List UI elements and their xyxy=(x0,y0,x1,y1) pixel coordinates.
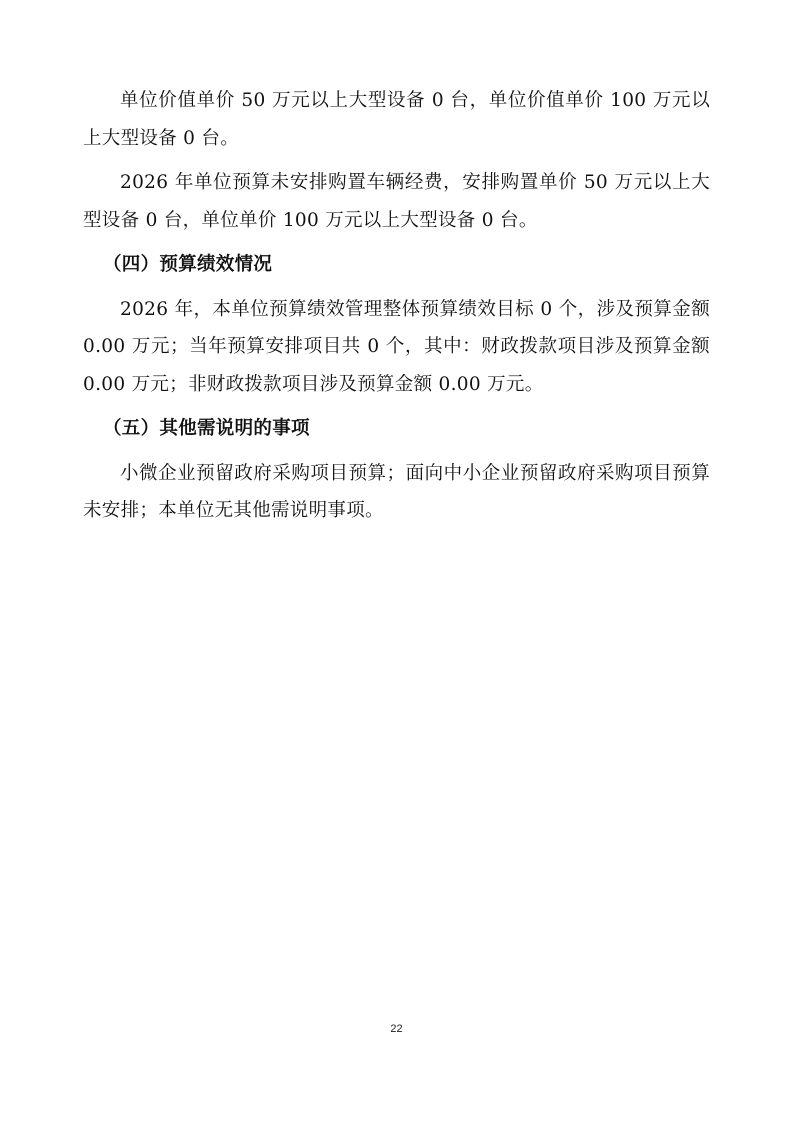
section-heading-performance: （四）预算绩效情况 xyxy=(103,254,273,275)
paragraph-vehicle-purchase: 2026 年单位预算未安排购置车辆经费，安排购置单价 50 万元以上大型设备 0 台，单位单价 100 万元以上大型设备 0 台。 xyxy=(83,172,710,231)
section-heading-other-matters: （五）其他需说明的事项 xyxy=(103,418,310,439)
paragraph-other-matters: 小微企业预留政府采购项目预算；面向中小企业预留政府采购项目预算未安排；本单位无其他需说明事项。 xyxy=(83,462,710,521)
document-body xyxy=(83,82,710,537)
paragraph-equipment-value: 单位价值单价 50 万元以上大型设备 0 台，单位价值单价 100 万元以上大型设备 0 台。 xyxy=(83,90,710,149)
paragraph-performance: 2026 年，本单位预算绩效管理整体预算绩效目标 0 个，涉及预算金额 0.00 万元；当年预算安排项目共 0 个，其中：财政拨款项目涉及预算金额 0.00 万元；非财政拨款项目涉及预算金额 0.00 万元。 xyxy=(83,298,710,395)
page-number: 22 xyxy=(390,1023,403,1035)
